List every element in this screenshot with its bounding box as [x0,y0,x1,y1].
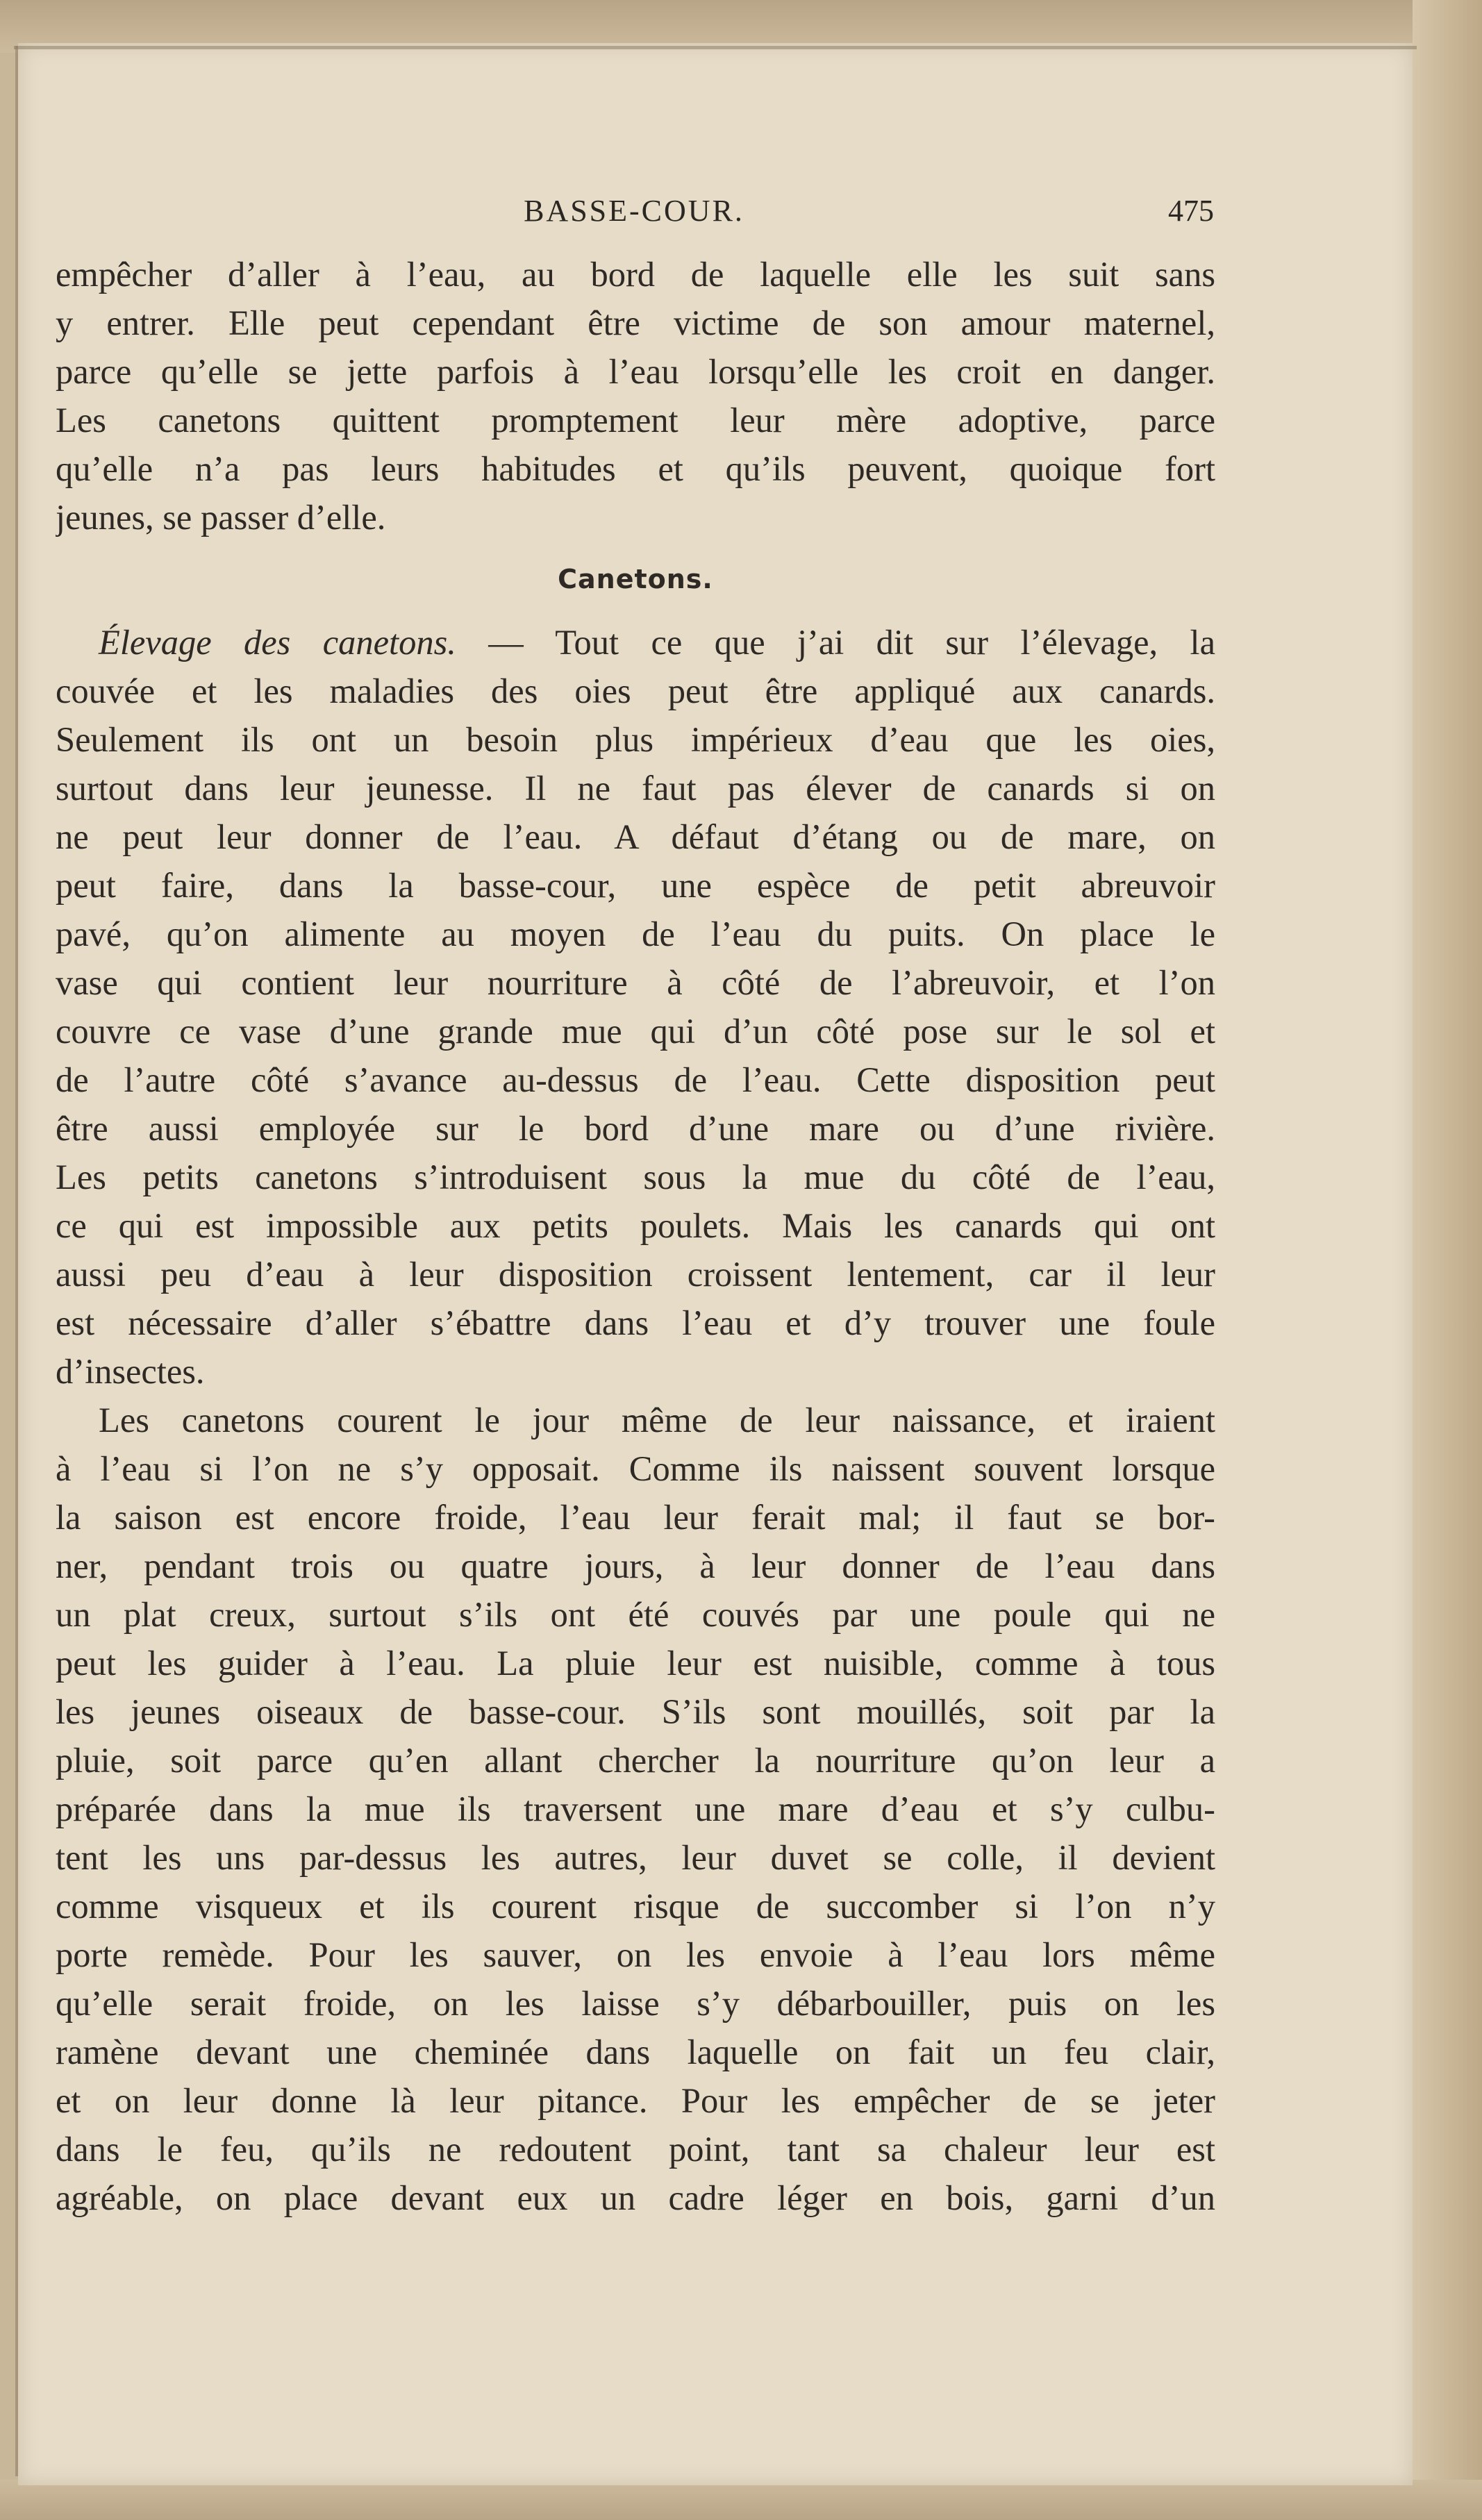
page-left-edge [15,46,18,2476]
text-line: couvée et les maladies des oies peut être appliqué aux canards. [56,671,1215,710]
text-line: de l’autre côté s’avance au-dessus de l’eau. Cette disposition peut [56,1060,1215,1099]
paragraph-1 [56,250,1215,542]
page-top-edge [14,46,1417,49]
text-line: y entrer. Elle peut cependant être victime de son amour maternel, [56,303,1215,342]
text-line: Les canetons quittent promptement leur mère adoptive, parce [56,401,1215,440]
text-line: Les canetons courent le jour même de leur naissance, et iraient [99,1401,1215,1440]
text-line: ce qui est impossible aux petits poulets. Mais les canards qui ont [56,1206,1215,1245]
text-line: peut faire, dans la basse-cour, une espèce de petit abreuvoir [56,866,1215,905]
text-line: empêcher d’aller à l’eau, au bord de laquelle elle les suit sans [56,255,1215,294]
text-line: parce qu’elle se jette parfois à l’eau lorsqu’elle les croit en danger. [56,352,1215,391]
text-line: peut les guider à l’eau. La pluie leur est nuisible, comme à tous [56,1644,1215,1683]
page-body [56,250,1215,2222]
text-line: comme visqueux et ils courent risque de succomber si l’on n’y [56,1887,1215,1926]
text-line: ramène devant une cheminée dans laquelle on fait un feu clair, [56,2033,1215,2071]
text-line: est nécessaire d’aller s’ébattre dans l’eau et d’y trouver une foule [56,1303,1215,1342]
text-line: les jeunes oiseaux de basse-cour. S’ils sont mouillés, soit par la [56,1692,1215,1731]
text-line: d’insectes. [56,1352,205,1391]
text-line: et on leur donne là leur pitance. Pour les empêcher de se jeter [56,2081,1215,2120]
text-line: Seulement ils ont un besoin plus impérieux d’eau que les oies, [56,720,1215,759]
text-line: préparée dans la mue ils traversent une mare d’eau et s’y culbu- [56,1789,1215,1828]
text-line [56,618,1215,667]
text-line: couvre ce vase d’une grande mue qui d’un côté pose sur le sol et [56,1012,1215,1051]
paragraph-lead: Élevage des canetons. [99,623,456,662]
text-line: dans le feu, qu’ils ne redoutent point, tant sa chaleur leur est [56,2130,1215,2169]
text-line: la saison est encore froide, l’eau leur ferait mal; il faut se bor- [56,1498,1215,1537]
text-line: qu’elle serait froide, on les laisse s’y débarbouiller, puis on les [56,1984,1215,2023]
paragraph-2 [56,618,1215,1396]
text-line: surtout dans leur jeunesse. Il ne faut pas élever de canards si on [56,769,1215,808]
paragraph-3 [56,1396,1215,2222]
scan-right-margin [1413,0,1482,2520]
scan-bottom-margin [0,2480,1482,2520]
text-line: vase qui contient leur nourriture à côté de l’abreuvoir, et l’on [56,963,1215,1002]
page-number: 475 [1168,194,1214,228]
text-line: aussi peu d’eau à leur disposition croissent lentement, car il leur [56,1255,1215,1294]
text-line: à l’eau si l’on ne s’y opposait. Comme ils naissent souvent lorsque [56,1449,1215,1488]
text-line: ner, pendant trois ou quatre jours, à leur donner de l’eau dans [56,1546,1215,1585]
text-line: pluie, soit parce qu’en allant chercher la nourriture qu’on leur a [56,1741,1215,1780]
paragraph-lead-rest: — Tout ce que j’ai dit sur l’élevage, la [456,623,1215,662]
text-line: un plat creux, surtout s’ils ont été couvés par une poule qui ne [56,1595,1215,1634]
text-line: jeunes, se passer d’elle. [56,498,386,537]
text-line: Les petits canetons s’introduisent sous la mue du côté de l’eau, [56,1158,1215,1196]
page-header [54,193,1214,235]
text-line: pavé, qu’on alimente au moyen de l’eau du puits. On place le [56,915,1215,953]
section-title: Canetons. [558,564,713,594]
text-line: qu’elle n’a pas leurs habitudes et qu’ils peuvent, quoique fort [56,449,1215,488]
text-line: agréable, on place devant eux un cadre léger en bois, garni d’un [56,2178,1215,2217]
running-head: BASSE-COUR. [524,194,744,228]
text-line: être aussi employée sur le bord d’une mare ou d’une rivière. [56,1109,1215,1148]
text-line: tent les uns par-dessus les autres, leur duvet se colle, il devient [56,1838,1215,1877]
text-line: porte remède. Pour les sauver, on les envoie à l’eau lors même [56,1935,1215,1974]
text-line: ne peut leur donner de l’eau. A défaut d’étang ou de mare, on [56,817,1215,856]
